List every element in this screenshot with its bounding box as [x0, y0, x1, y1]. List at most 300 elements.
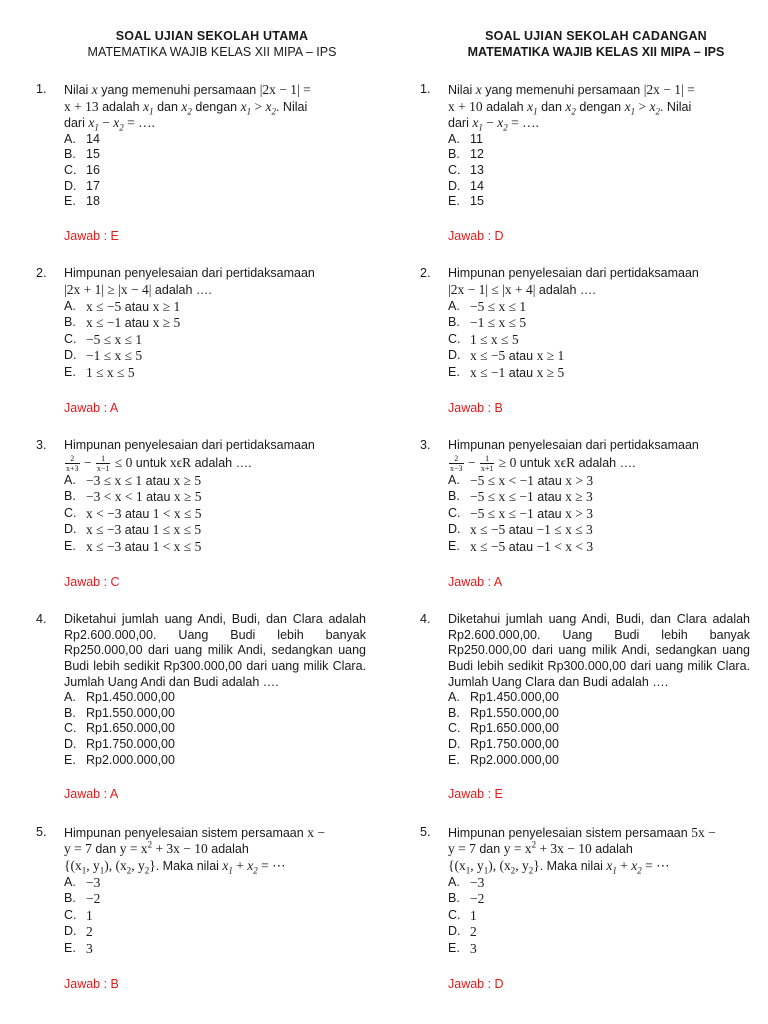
exam-title: SOAL UJIAN SEKOLAH UTAMA — [115, 29, 309, 43]
math-expression: 1 — [465, 865, 471, 876]
answer-option — [64, 924, 366, 941]
option-text — [86, 924, 93, 941]
question-body — [448, 266, 750, 416]
math-expression: y = x — [119, 841, 148, 857]
answer-option — [448, 737, 750, 753]
question-body — [64, 438, 366, 590]
math-expression: $x_1$ — [240, 98, 252, 117]
question-body — [64, 266, 366, 416]
text-run: atau — [505, 349, 537, 364]
option-letter: B. — [448, 891, 460, 906]
option-text — [86, 365, 135, 382]
math-expression: x ≤ −1 — [86, 315, 122, 331]
exam-subtitle: MATEMATIKA WAJIB KELAS XII MIPA – IPS — [467, 45, 725, 59]
answer-option — [64, 365, 366, 382]
math-expression: −1 < x < 3 — [536, 539, 594, 555]
math-expression: −2 — [86, 891, 101, 907]
math-expression: −3 — [470, 874, 485, 890]
option-letter: B. — [448, 147, 460, 162]
math-expression: $x_2$ — [113, 115, 124, 133]
text-run: untuk — [132, 455, 170, 470]
option-text — [470, 737, 559, 753]
math-expression: 1 — [81, 865, 87, 876]
math-expression: x > 3 — [565, 472, 594, 488]
answer-option — [64, 194, 366, 210]
option-list — [448, 132, 750, 210]
answer-option — [64, 489, 366, 506]
option-text — [86, 690, 175, 706]
option-letter: D. — [448, 924, 461, 939]
option-text — [86, 147, 100, 163]
option-text — [470, 179, 484, 195]
text-run: atau — [533, 506, 566, 521]
math-expression: − — [482, 115, 498, 131]
math-expression: x > 3 — [565, 505, 593, 521]
option-letter: C. — [448, 721, 461, 736]
text-run: Rp1.750.000,00 — [86, 737, 175, 751]
question-body — [448, 438, 750, 590]
text-run: adalah …. — [151, 282, 212, 297]
math-expression: −1 ≤ x ≤ 3 — [536, 522, 593, 538]
text-run: Himpunan penyelesaian sistem persamaan — [448, 825, 692, 840]
option-text — [470, 299, 526, 316]
math-expression: $x_1$ — [88, 115, 99, 133]
option-text — [86, 332, 142, 349]
answer-option — [448, 721, 750, 737]
math-expression: + 3x − 10 — [536, 841, 592, 857]
option-text — [470, 163, 484, 179]
math-expression: − — [80, 454, 95, 470]
fraction: $\frac{1}{x-1}$ — [96, 453, 110, 473]
fraction: $\frac{2}{x-3}$ — [450, 453, 463, 473]
math-expression: , y — [470, 857, 484, 873]
text-run: atau — [121, 316, 153, 331]
option-list — [64, 690, 366, 768]
math-expression: 1 < x ≤ 5 — [152, 539, 202, 555]
text-run: Himpunan penyelesaian sistem persamaan — [64, 825, 308, 840]
question-item — [420, 266, 750, 416]
math-expression: = ⋯ — [641, 857, 670, 873]
question-stem — [64, 266, 366, 298]
option-letter: B. — [64, 147, 76, 162]
text-run: Himpunan penyelesaian dari pertidaksamaan — [64, 438, 315, 453]
answer-option — [448, 522, 750, 539]
option-letter: B. — [64, 705, 76, 720]
question-stem — [448, 266, 750, 298]
math-expression: 1 — [86, 907, 93, 923]
question-stem — [448, 612, 750, 690]
text-run: adalah — [482, 99, 528, 114]
text-run: adalah …. — [575, 455, 636, 470]
option-letter: A. — [64, 690, 76, 705]
math-expression: x ≤ −1 — [470, 364, 506, 380]
option-text — [86, 179, 100, 195]
math-expression: 2 — [126, 865, 132, 876]
text-run: dan — [537, 99, 566, 114]
answer-option — [64, 690, 366, 706]
math-expression: −1 ≤ x ≤ 5 — [470, 315, 527, 331]
answer-key: Jawab : B — [64, 976, 119, 991]
math-expression: $x_1$ — [624, 98, 636, 117]
math-expression: + — [232, 857, 248, 873]
option-text — [470, 489, 593, 506]
answer-option — [448, 891, 750, 908]
math-expression: x ≥ 5 — [173, 489, 202, 505]
math-expression: $x_1$ — [472, 115, 483, 133]
math-expression: x ≥ 5 — [173, 472, 202, 488]
math-expression: } — [149, 857, 156, 873]
math-expression: −3 < x < 1 — [86, 489, 143, 505]
option-text — [470, 132, 483, 148]
option-text — [86, 315, 180, 332]
answer-option — [448, 348, 750, 365]
answer-key: Jawab : A — [64, 787, 119, 802]
answer-option — [448, 489, 750, 506]
math-expression: > — [251, 98, 266, 114]
answer-option — [448, 753, 750, 769]
math-expression: 1 — [470, 907, 477, 923]
option-text — [86, 299, 180, 316]
math-expression: } — [533, 857, 540, 873]
math-expression: −5 ≤ x < −1 — [470, 472, 534, 488]
math-expression: −5 ≤ x ≤ 1 — [470, 298, 527, 314]
math-expression: 2 — [470, 924, 477, 940]
option-text — [470, 753, 559, 769]
option-text — [470, 721, 559, 737]
answer-key: Jawab : A — [64, 400, 119, 415]
answer-option — [448, 875, 750, 892]
math-expression: ≤ 0 — [111, 454, 133, 470]
answer-option — [64, 522, 366, 539]
math-expression: {(x — [64, 857, 82, 873]
math-expression: $x_1$ — [606, 857, 617, 876]
text-run: . Maka nilai — [155, 858, 223, 873]
answer-option — [448, 315, 750, 332]
text-run: untuk — [516, 455, 554, 470]
text-run: 15 — [470, 194, 484, 209]
answer-option — [64, 179, 366, 195]
option-text — [470, 891, 484, 908]
question-number: 1. — [36, 82, 47, 96]
option-text — [86, 539, 201, 556]
option-letter: E. — [448, 752, 460, 767]
option-list — [64, 875, 366, 958]
option-letter: A. — [448, 131, 460, 146]
math-expression: 2 — [510, 865, 516, 876]
answer-option — [64, 941, 366, 958]
option-letter: E. — [448, 194, 460, 209]
answer-option — [64, 163, 366, 179]
option-letter: A. — [64, 131, 76, 146]
math-expression: $x_2$ — [497, 115, 508, 133]
option-letter: C. — [64, 907, 77, 922]
option-letter: E. — [448, 940, 460, 955]
answer-option — [448, 332, 750, 349]
option-text — [470, 147, 484, 163]
math-expression: y = x — [503, 841, 532, 857]
option-text — [86, 737, 175, 753]
answer-option — [448, 539, 750, 556]
option-letter: D. — [448, 178, 461, 193]
math-expression: , y — [131, 857, 145, 873]
option-letter: B. — [64, 489, 76, 504]
answer-option — [448, 908, 750, 925]
math-expression: x ≤ −5 — [470, 539, 506, 555]
question-number: 4. — [36, 612, 47, 627]
option-letter: A. — [448, 298, 460, 313]
answer-option — [64, 473, 366, 490]
answer-option — [448, 365, 750, 382]
text-run: Himpunan penyelesaian dari pertidaksamaan — [64, 266, 315, 281]
option-text — [86, 506, 202, 523]
option-text — [470, 908, 477, 925]
question-body — [448, 612, 750, 803]
math-expression: 1 — [483, 865, 489, 876]
text-run: dari — [448, 116, 473, 131]
option-text — [86, 706, 175, 722]
option-letter: D. — [64, 737, 77, 751]
math-expression: |2x + 1| ≥ |x − 4| — [64, 281, 152, 297]
math-expression: x + 13 — [64, 98, 99, 114]
text-run: 18 — [86, 194, 100, 209]
text-run: 13 — [470, 162, 484, 177]
math-expression: x ≤ −5 — [470, 348, 506, 364]
option-letter: E. — [64, 752, 76, 767]
option-text — [470, 506, 593, 523]
answer-option — [64, 753, 366, 769]
option-text — [470, 539, 593, 556]
text-run: adalah …. — [191, 455, 252, 470]
question-item — [420, 82, 750, 244]
option-list — [64, 132, 366, 210]
question-stem — [448, 438, 750, 473]
option-letter: E. — [64, 940, 76, 955]
answer-option — [64, 132, 366, 148]
answer-option — [448, 194, 750, 210]
option-letter: A. — [448, 874, 460, 889]
option-letter: A. — [64, 298, 76, 313]
answer-key: Jawab : C — [64, 574, 120, 589]
question-number: 3. — [420, 438, 431, 453]
math-expression: xϵR — [169, 454, 192, 470]
math-expression: = …. — [123, 115, 155, 131]
option-text — [470, 875, 484, 892]
math-expression: $x_2$ — [247, 857, 258, 876]
text-run: yang memenuhi persamaan — [481, 83, 644, 97]
text-run: atau — [142, 490, 174, 505]
math-expression: 2 — [531, 839, 537, 850]
option-text — [86, 891, 100, 908]
text-run: dengan — [191, 99, 241, 114]
text-run: Rp2.000.000,00 — [86, 752, 175, 767]
text-run: 17 — [86, 178, 100, 193]
math-expression: + 3x − 10 — [152, 841, 208, 857]
question-item — [36, 266, 366, 416]
text-run: yang memenuhi persamaan — [97, 83, 260, 97]
text-run: Rp1.750.000,00 — [470, 737, 559, 751]
text-run: atau — [121, 299, 153, 314]
math-expression: $x_1$ — [527, 98, 538, 117]
option-text — [470, 365, 564, 382]
math-expression: 1 ≤ x ≤ 5 — [152, 522, 202, 538]
option-text — [86, 753, 175, 769]
math-expression: 3 — [470, 940, 477, 956]
math-expression: $x_2$ — [565, 98, 576, 117]
math-expression: −5 ≤ x ≤ 1 — [86, 331, 143, 347]
math-expression: x ≥ 1 — [536, 348, 565, 364]
answer-option — [448, 941, 750, 958]
answer-option — [448, 299, 750, 316]
math-expression: 5x − — [691, 824, 716, 840]
math-expression: x ≤ −3 — [86, 522, 122, 538]
question-number: 5. — [420, 824, 431, 839]
option-letter: C. — [64, 505, 77, 520]
math-expression: 2 — [147, 839, 153, 850]
question-stem — [64, 82, 366, 132]
math-expression: |2x − 1| ≤ |x + 4| — [448, 281, 536, 297]
exam-subtitle: MATEMATIKA WAJIB KELAS XII MIPA – IPS — [87, 45, 337, 59]
math-expression: x ≥ 5 — [152, 315, 181, 331]
answer-key: Jawab : B — [448, 400, 503, 415]
option-letter: B. — [64, 315, 76, 330]
option-text — [86, 721, 175, 737]
option-letter: C. — [448, 331, 461, 346]
option-text — [86, 908, 93, 925]
text-run: atau — [533, 490, 566, 505]
text-run: dari — [64, 116, 89, 131]
option-letter: C. — [448, 907, 461, 922]
column-header — [442, 28, 750, 60]
option-text — [86, 941, 93, 958]
math-expression: $x_2$ — [649, 98, 660, 117]
option-text — [86, 163, 100, 179]
text-run: dan — [153, 99, 182, 114]
text-run: Diketahui jumlah uang Andi, Budi, dan Clara adalah Rp2.600.000,00. Uang Budi lebih banyak Rp250.000,00 dari uang milik Andi, sedangkan uang Budi lebih sedikit Rp300.000,00 dari uang milik Clara. Jumlah Uang Clara dan Budi adalah …. — [448, 612, 750, 689]
option-text — [86, 489, 202, 506]
text-run: atau — [121, 506, 153, 521]
text-run: atau — [142, 473, 174, 488]
math-expression: |2x − 1| = — [643, 82, 695, 97]
answer-key: Jawab : E — [64, 228, 119, 243]
text-run: Rp1.450.000,00 — [470, 690, 559, 705]
math-expression: 1 ≤ x ≤ 5 — [86, 364, 135, 380]
math-expression: ), (x — [488, 857, 511, 873]
question-stem — [448, 82, 750, 132]
text-run: Rp1.550.000,00 — [86, 705, 175, 720]
answer-option — [64, 539, 366, 556]
text-run: adalah — [207, 842, 249, 857]
option-letter: D. — [448, 737, 461, 751]
text-run: 16 — [86, 162, 100, 177]
answer-option — [64, 908, 366, 925]
text-run: adalah …. — [535, 282, 596, 297]
option-text — [86, 473, 201, 490]
math-expression: $x_1$ — [143, 98, 154, 117]
math-expression: x ≤ −3 — [86, 539, 122, 555]
math-expression: , y — [515, 857, 529, 873]
option-list — [64, 473, 366, 556]
text-run: Rp1.650.000,00 — [86, 721, 175, 736]
answer-option — [448, 924, 750, 941]
question-number: 2. — [36, 266, 47, 281]
text-run: 14 — [470, 178, 484, 193]
math-expression: y = 7 — [64, 841, 92, 857]
answer-option — [64, 706, 366, 722]
question-body — [448, 82, 750, 244]
question-list — [420, 82, 750, 992]
math-expression: = …. — [507, 115, 539, 131]
answer-option — [448, 506, 750, 523]
option-letter: E. — [448, 539, 460, 554]
math-expression: = ⋯ — [257, 857, 286, 873]
question-list — [36, 82, 366, 992]
answer-option — [64, 875, 366, 892]
text-run: atau — [505, 523, 537, 538]
question-body — [448, 825, 750, 992]
text-run: atau — [534, 473, 566, 488]
option-letter: A. — [64, 874, 76, 889]
exam-title: SOAL UJIAN SEKOLAH CADANGAN — [485, 29, 707, 43]
answer-option — [448, 690, 750, 706]
question-item — [420, 825, 750, 992]
option-letter: B. — [448, 315, 460, 330]
option-text — [470, 473, 593, 490]
option-letter: D. — [448, 522, 461, 537]
text-run: Himpunan penyelesaian dari pertidaksamaan — [448, 266, 699, 281]
math-expression: − — [464, 454, 479, 470]
text-run: Diketahui jumlah uang Andi, Budi, dan Clara adalah Rp2.600.000,00. Uang Budi lebih banyak Rp250.000,00 dari uang milik Andi, sedangkan uang Budi lebih sedikit Rp300.000,00 dari uang milik Clara. Jumlah Uang Andi dan Budi adalah …. — [64, 612, 366, 689]
option-text — [86, 875, 100, 892]
answer-key: Jawab : A — [448, 574, 503, 589]
text-run: Rp1.650.000,00 — [470, 721, 559, 736]
option-text — [470, 194, 484, 210]
math-expression: x + 10 — [448, 98, 483, 114]
math-expression: x − — [307, 824, 325, 840]
option-letter: C. — [448, 505, 461, 520]
question-item — [36, 612, 366, 803]
option-list — [448, 473, 750, 556]
question-number: 5. — [36, 824, 47, 839]
question-item — [36, 825, 366, 992]
option-text — [86, 522, 201, 539]
question-body — [64, 825, 366, 992]
option-list — [448, 690, 750, 768]
question-stem — [64, 612, 366, 690]
math-expression: $x_2$ — [265, 98, 276, 117]
answer-option — [448, 132, 750, 148]
math-expression: |2x − 1| = — [259, 82, 311, 97]
answer-option — [448, 473, 750, 490]
answer-option — [448, 706, 750, 722]
option-letter: A. — [448, 690, 460, 705]
math-expression: $x_2$ — [631, 857, 642, 876]
column-cadangan — [420, 28, 750, 1014]
text-run: 11 — [470, 131, 483, 146]
answer-option — [64, 348, 366, 365]
math-expression: > — [635, 98, 650, 114]
answer-option — [448, 163, 750, 179]
question-item — [420, 612, 750, 803]
math-expression: 2 — [144, 865, 150, 876]
math-expression: {(x — [448, 857, 466, 873]
math-expression: + — [616, 857, 632, 873]
option-text — [86, 132, 100, 148]
math-expression: x ≥ 3 — [565, 489, 593, 505]
text-run: Himpunan penyelesaian dari pertidaksamaan — [448, 438, 699, 453]
option-list — [64, 299, 366, 382]
text-run: dan — [91, 842, 120, 857]
option-letter: A. — [448, 472, 460, 487]
